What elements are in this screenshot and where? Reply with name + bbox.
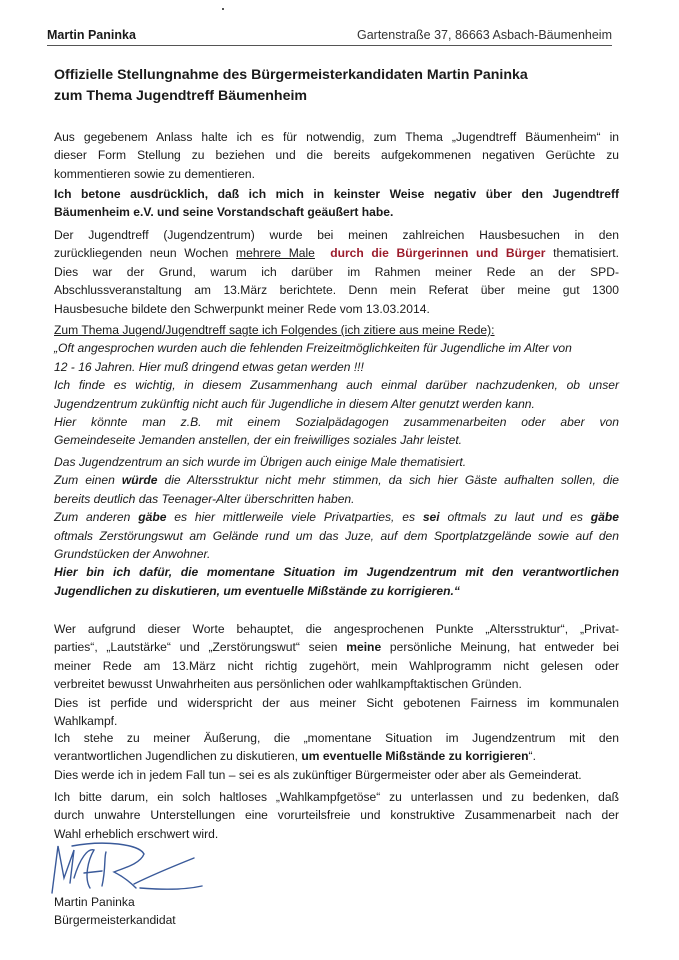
text-line: oftmals Zerstörungswut am Gelände rund um das Juze, auf dem Sportplatzgelände sowie auf den — [54, 528, 619, 543]
text-line: Wer aufgrund dieser Worte behauptet, die angesprochenen Punkte „Altersstruktur“, „Privat- — [54, 622, 619, 636]
text-line: Ich bitte darum, ein solch haltloses „Wahlkampfgetöse“ zu unterlassen und zu bedenken, daß — [54, 790, 619, 804]
scan-speck — [222, 8, 224, 10]
text-line: Dies ist perfide und widerspricht der aus meiner Sicht gebotenen Fairness im kommunalen — [54, 695, 619, 710]
text-line: verbreitet bewusst Unwahrheiten aus persönlichen oder wahlkampftaktischen Gründen. — [54, 677, 522, 692]
text-line: parties“, „Lautstärke“ und „Zerstörungswut“ seien meine persönliche Meinung, hat entweder bei — [54, 640, 619, 655]
paragraph-emphasis — [54, 185, 619, 222]
signature-block — [54, 893, 176, 929]
text-line: Jugendlichen zu diskutieren, um eventuelle Mißstände zu korrigieren.“ — [54, 583, 460, 598]
paragraph-hausbesuche — [54, 226, 619, 318]
text-line: Hier bin ich dafür, die momentane Situation im Jugendzentrum mit den verantwortlichen — [54, 565, 619, 580]
quote-block — [54, 321, 619, 450]
text-line: Hier könnte man z.B. mit einem Sozialpädagogen zusammenarbeiten oder aber von — [54, 415, 619, 430]
text-line: Hausbesuche bildete den Schwerpunkt meiner Rede vom 13.03.2014. — [54, 301, 430, 316]
signature-stroke — [140, 886, 202, 889]
text-line: Der Jugendtreff (Jugendzentrum) wurde bei meinen zahlreichen Hausbesuchen in den — [54, 228, 619, 242]
text-line: Wahl erheblich erschwert wird. — [54, 826, 219, 841]
signature-stroke — [52, 846, 74, 893]
text-line: Zum einen würde die Altersstruktur nicht mehr stimmen, da sich hier Gäste aufhalten sollen, die — [54, 473, 620, 488]
text-line: Grundstücken der Anwohner. — [54, 547, 211, 562]
text-line: Jugendzentrum zukünftig nicht auch für Jugendliche in diesem Alter genutzt werden kann. — [54, 396, 535, 411]
text-line: Dies werde ich in jedem Fall tun – sei es als zukünftiger Bürgermeister oder aber als Gemeinderat. — [54, 767, 582, 782]
text-line: dieser Form Stellung zu beziehen und die bereits aufgekommenen negativen Gerüchte zu — [54, 148, 619, 163]
text-line: zurückliegenden neun Wochen mehrere Male durch die Bürgerinnen und Bürger thematisiert. — [54, 246, 619, 261]
paragraph-rebuttal — [54, 620, 619, 730]
signature-stroke — [74, 850, 94, 888]
text-line: Bäumenheim e.V. und seine Vorstandschaft geäußert habe. — [54, 205, 394, 220]
letterhead — [47, 28, 612, 46]
text-line: kommentieren sowie zu dementieren. — [54, 166, 255, 181]
signature-stroke — [102, 852, 106, 886]
document-title — [54, 65, 634, 107]
paragraph-statement — [54, 729, 619, 784]
text-line: Ich finde es wichtig, in diesem Zusammenhang auch einmal darüber nachzudenken, ob unser — [54, 378, 619, 393]
text-line: Zum anderen gäbe es hier mittlerweile viele Privatparties, es sei oftmals zu laut und es gäbe — [54, 510, 619, 525]
title-line-1: Offizielle Stellungnahme des Bürgermeisterkandidaten Martin Paninka — [54, 67, 528, 83]
text-line: meiner Rede am 13.März nicht richtig zugehört, mein Wahlprogramm nicht gelesen oder — [54, 658, 619, 673]
text-line: Abschlussveranstaltung am 13.März berichtete. Denn mein Referat über meine gut 1300 — [54, 283, 619, 298]
text-line: „Oft angesprochen wurden auch die fehlenden Freizeitmöglichkeiten für Jugendliche im Alter von — [54, 341, 572, 356]
signature-name: Martin Paninka — [54, 895, 135, 909]
title-line-2: zum Thema Jugendtreff Bäumenheim — [54, 88, 308, 104]
letterhead-name: Martin Paninka — [47, 28, 136, 42]
text-line: Wahlkampf. — [54, 714, 118, 729]
text-line: verantwortlichen Jugendlichen zu diskutieren, um eventuelle Mißstände zu korrigieren“. — [54, 749, 536, 764]
signature-stroke — [72, 843, 144, 888]
signature-role: Bürgermeisterkandidat — [54, 913, 176, 927]
paragraph-appeal — [54, 788, 619, 843]
text-line: Aus gegebenem Anlass halte ich es für notwendig, zum Thema „Jugendtreff Bäumenheim“ in — [54, 130, 619, 144]
handwritten-signature — [44, 838, 204, 898]
paragraph-intro — [54, 128, 619, 183]
highlighted-text: durch die Bürgerinnen und Bürger — [330, 246, 546, 261]
quote-intro: Zum Thema Jugend/Jugendtreff sagte ich Folgendes (ich zitiere aus meine Rede): — [54, 323, 495, 337]
text-line: Ich betone ausdrücklich, daß ich mich in keinster Weise negativ über den Jugendtreff — [54, 187, 619, 201]
text-line: durch unwahre Unterstellungen eine vorurteilsfreie und konstruktive Zusammenarbeit nach der — [54, 808, 619, 823]
text-line: Gemeindeseite Jemanden anstellen, der ein freiwilliges soziales Jahr leistet. — [54, 433, 463, 448]
text-line: 12 - 16 Jahren. Hier muß dringend etwas getan werden !!! — [54, 359, 364, 374]
underlined-text: mehrere Male — [236, 246, 315, 261]
letterhead-address: Gartenstraße 37, 86663 Asbach-Bäumenheim — [356, 28, 612, 42]
signature-stroke — [134, 858, 194, 884]
text-line: Das Jugendzentrum an sich wurde im Übrigen auch einige Male thematisiert. — [54, 455, 467, 469]
quote-block-2 — [54, 453, 619, 600]
text-line: Ich stehe zu meiner Äußerung, die „momentane Situation im Jugendzentrum mit den — [54, 731, 619, 745]
text-line: Dies war der Grund, warum ich darüber im Rahmen meiner Rede an der SPD- — [54, 264, 619, 279]
text-line: bereits deutlich das Teenager-Alter überschritten haben. — [54, 491, 355, 506]
